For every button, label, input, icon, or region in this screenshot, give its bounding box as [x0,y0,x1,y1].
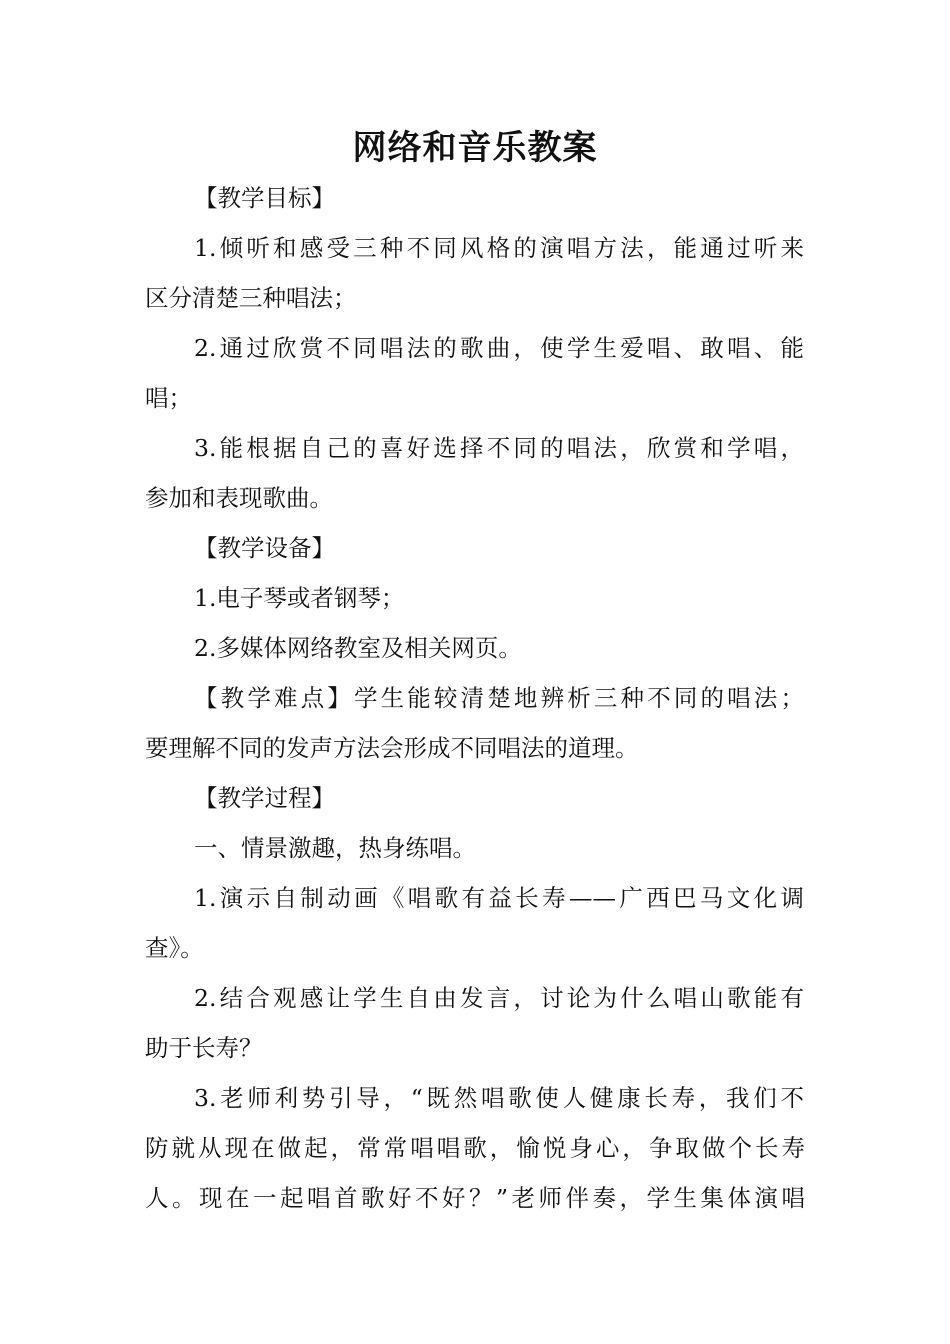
paragraph-line: 2.多媒体网络教室及相关网页。 [194,634,522,662]
paragraph-line: 一、情景激趣，热身练唱。 [194,834,476,862]
paragraph-line: 参加和表现歌曲。 [145,484,333,512]
paragraph-line: 防就从现在做起，常常唱唱歌，愉悦身心，争取做个长寿 [145,1134,805,1162]
paragraph-line: 人。现在一起唱首歌好不好？”老师伴奏，学生集体演唱 [145,1184,805,1212]
paragraph-line: 1.电子琴或者钢琴； [194,584,405,612]
paragraph-line: 1.演示自制动画《唱歌有益长寿——广西巴马文化调 [194,884,804,912]
section-heading-process: 【教学过程】 [194,784,335,812]
paragraph-line: 区分清楚三种唱法； [145,284,357,312]
paragraph-line: 1.倾听和感受三种不同风格的演唱方法，能通过听来 [194,234,804,262]
paragraph-line: 唱； [145,384,192,412]
section-heading-equipment: 【教学设备】 [194,534,335,562]
paragraph-line: 要理解不同的发声方法会形成不同唱法的道理。 [145,734,639,762]
section-heading-objectives: 【教学目标】 [194,184,335,212]
section-heading-difficulty: 【教学难点】学生能较清楚地辨析三种不同的唱法； [194,684,804,712]
paragraph-line: 2.结合观感让学生自由发言，讨论为什么唱山歌能有 [194,984,804,1012]
paragraph-line: 3.能根据自己的喜好选择不同的唱法，欣赏和学唱， [194,434,804,462]
paragraph-line: 3.老师利势引导，“既然唱歌使人健康长寿，我们不 [194,1084,804,1112]
paragraph-line: 2.通过欣赏不同唱法的歌曲，使学生爱唱、敢唱、能 [194,334,804,362]
paragraph-line: 查》。 [145,934,204,962]
paragraph-line: 助于长寿？ [145,1034,263,1062]
document-title: 网络和音乐教案 [352,128,598,168]
